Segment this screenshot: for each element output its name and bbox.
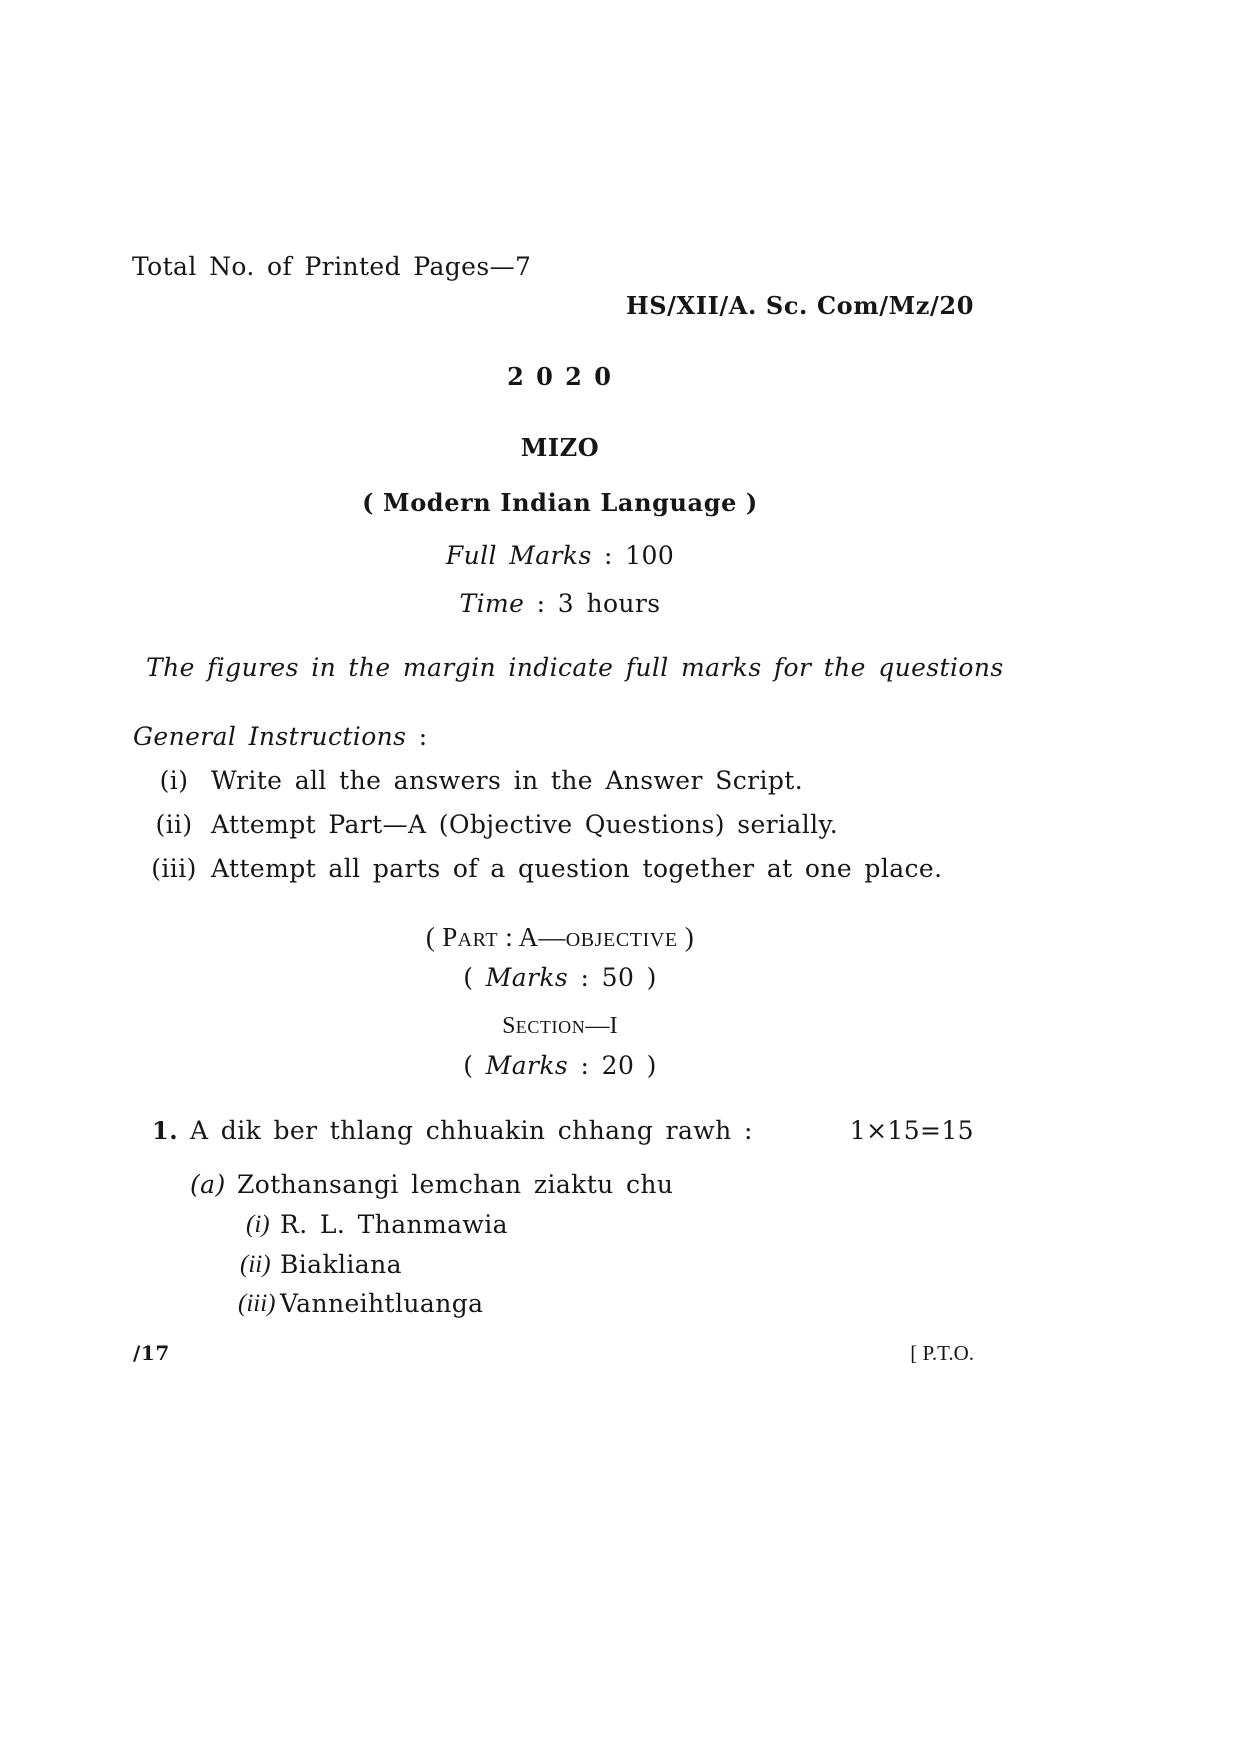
part-kind: OBJECTIVE — [565, 929, 678, 951]
section-suffix: —I — [585, 1013, 618, 1039]
full-marks-label: Full Marks — [445, 541, 592, 570]
option-label: (i) — [246, 1211, 270, 1238]
instruction-number: (iii) — [151, 854, 197, 883]
part-marks-label: Marks — [485, 963, 569, 992]
part-name-rest: ART — [457, 929, 499, 951]
instruction-text: Attempt Part—A (Objective Questions) serially. — [211, 810, 839, 839]
time-allowed — [0, 591, 1120, 616]
instruction-number: (ii) — [155, 810, 193, 839]
section-marks-value: : 20 ) — [568, 1051, 657, 1080]
instruction-text: Attempt all parts of a question together at one place. — [211, 854, 943, 883]
instruction-item — [144, 812, 204, 837]
full-marks — [0, 543, 1120, 568]
time-label: Time — [459, 589, 525, 618]
instruction-item — [144, 856, 204, 881]
section-marks-open: ( — [463, 1051, 486, 1080]
question-marks: 1×15=15 — [849, 1116, 974, 1145]
option-text: Vanneihtluanga — [280, 1289, 484, 1318]
part-close: ) — [677, 922, 695, 952]
footer-page-code: /17 — [133, 1341, 170, 1365]
part-open: ( — [425, 922, 443, 952]
part-name-initial: P — [442, 922, 458, 952]
part-marks-open: ( — [463, 963, 486, 992]
section-marks-label: Marks — [485, 1051, 569, 1080]
exam-year: 2 0 2 0 — [507, 362, 613, 391]
subquestion-label: (a) — [190, 1170, 226, 1199]
instructions-heading-colon: : — [418, 722, 428, 751]
section-marks — [0, 1053, 1120, 1078]
option-text: Biakliana — [280, 1250, 402, 1279]
margin-note: The figures in the margin indicate full marks for the questions — [146, 653, 1004, 682]
time-value: : 3 hours — [536, 589, 661, 618]
footer-pto: [ P.T.O. — [910, 1341, 974, 1365]
option-label: (iii) — [238, 1290, 276, 1317]
instruction-number: (i) — [159, 766, 189, 795]
part-marks-value: : 50 ) — [568, 963, 657, 992]
paper-code: HS/XII/A. Sc. Com/Mz/20 — [625, 291, 974, 320]
subject-title: MIZO — [520, 433, 600, 462]
section-rest: ECTION — [515, 1017, 586, 1037]
subquestion-text: Zothansangi lemchan ziaktu chu — [237, 1170, 674, 1199]
instruction-text: Write all the answers in the Answer Script. — [211, 766, 804, 795]
instructions-heading — [133, 724, 428, 749]
section-initial: S — [502, 1013, 516, 1039]
question-number: 1. — [152, 1116, 179, 1145]
instruction-item — [144, 768, 204, 793]
part-marks — [0, 965, 1120, 990]
part-separator: : A— — [498, 922, 566, 952]
option-text: R. L. Thanmawia — [280, 1210, 508, 1239]
instructions-heading-label: General Instructions — [133, 722, 407, 751]
full-marks-value: : 100 — [604, 541, 675, 570]
section-heading — [0, 1014, 1120, 1038]
subject-subtitle: ( Modern Indian Language ) — [362, 488, 758, 517]
printed-pages-count: Total No. of Printed Pages—7 — [132, 252, 532, 281]
question-text: A dik ber thlang chhuakin chhang rawh : — [190, 1116, 753, 1145]
option-label: (ii) — [240, 1251, 271, 1278]
part-heading — [0, 924, 1120, 951]
